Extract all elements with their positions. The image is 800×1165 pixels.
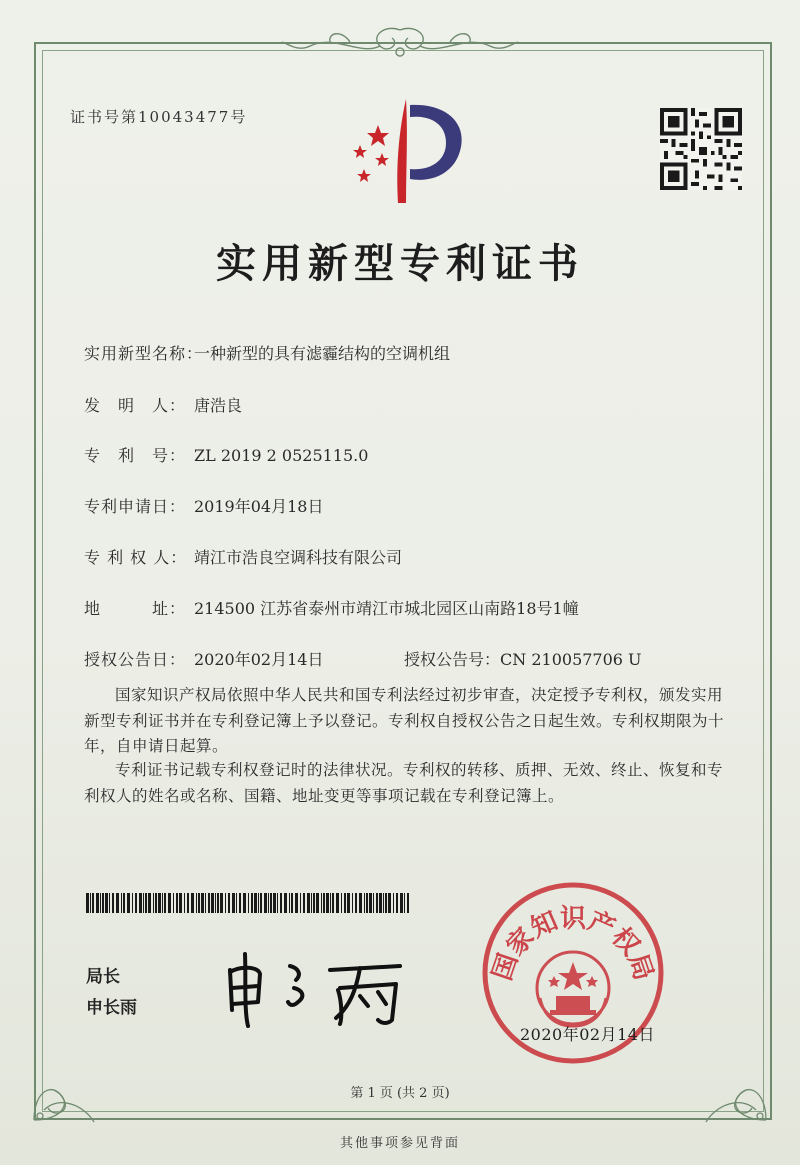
patentee-row [84,545,402,568]
barcode-bar [205,893,206,913]
grant-date-value: 2020年02月14日 [194,650,324,669]
barcode-bar [132,893,133,913]
inventor-row [84,393,242,416]
barcode-bar [92,893,94,913]
barcode-bar [251,893,253,913]
barcode-bar [344,893,346,913]
barcode-bar [102,893,104,913]
barcode-bar [127,893,130,913]
patentee-label: 专 利 权 人： [84,548,188,567]
barcode-bar [379,893,382,913]
footer-note: 其他事项参见背面 [339,1136,460,1151]
barcode-bar [96,893,99,913]
seal-text: 国家知识产权局 [487,904,659,985]
barcode-bar [208,893,210,913]
barcode-bar [307,893,310,913]
barcode-bar [228,893,230,913]
barcode-bar [135,893,137,913]
filing-date-label: 专利申请日： [84,497,187,516]
barcode-bar [407,893,409,913]
barcode-bar [376,893,378,913]
barcode-bar [369,893,372,913]
barcode-bar [239,893,241,913]
grant-no-label: 授权公告号： [404,650,501,669]
model-name-label: 实用新型名称： [84,344,204,363]
barcode-icon [86,893,411,913]
barcode-bar [179,893,182,913]
barcode-bar [323,893,325,913]
grant-no-value: CN 210057706 U [500,650,642,669]
barcode-bar [404,893,405,913]
grant-no-row [404,647,642,670]
barcode-bar [217,893,219,913]
filing-date-value: 2019年04月18日 [194,497,324,516]
barcode-bar [198,893,200,913]
patent-no-value: ZL 2019 2 0525115.0 [194,446,369,465]
barcode-bar [158,893,161,913]
barcode-bar [162,893,163,913]
legal-status-paragraph: 专利证书记载专利权登记时的法律状况。专利权的转移、质押、无效、终止、恢复和专利权人的姓名或名称、国籍、地址变更等事项记载在专利登记簿上。 [84,761,724,805]
barcode-bar [264,893,267,913]
barcode-bar [220,893,223,913]
barcode-bar [153,893,154,913]
barcode-bar [196,893,197,913]
barcode-bar [280,893,282,913]
barcode-bar [388,893,391,913]
barcode-bar [90,893,91,913]
barcode-bar [260,893,262,913]
barcode-bar [254,893,257,913]
barcode-bar [100,893,101,913]
barcode-bar [191,893,194,913]
barcode-bar [248,893,249,913]
director-title: 局长 [86,967,120,987]
certificate-title: 实用新型专利证书 [216,240,584,287]
barcode-bar [176,893,178,913]
barcode-bar [347,893,350,913]
barcode-bar [284,893,287,913]
barcode-bar [336,893,339,913]
barcode-bar [373,893,374,913]
barcode-bar [168,893,171,913]
barcode-bar [277,893,278,913]
barcode-bar [316,893,319,913]
barcode-bar [364,893,365,913]
barcode-bar [383,893,384,913]
barcode-bar [332,893,334,913]
model-name-value: 一种新型的具有滤霾结构的空调机组 [194,344,451,363]
barcode-bar [164,893,166,913]
barcode-bar [148,893,151,913]
grant-statement-paragraph: 国家知识产权局依照中华人民共和国专利法经过初步审查，决定授予专利权，颁发实用新型专利证书并在专利登记簿上予以登记。专利权自授权公告之日起生效。专利权期限为十年，自申请日起算。 [84,686,725,755]
qr-code-icon [660,108,742,190]
patent-no-row [84,443,368,466]
barcode-bar [232,893,235,913]
seal-date: 2020年02月14日 [520,1025,655,1044]
cnipa-logo-icon [336,95,472,205]
barcode-bar [393,893,394,913]
barcode-bar [109,893,110,913]
address-label: 地 址： [84,599,187,618]
barcode-bar [341,893,342,913]
barcode-bar [215,893,216,913]
barcode-bar [326,893,329,913]
barcode-bar [400,893,403,913]
barcode-bar [236,893,237,913]
barcode-bar [385,893,387,913]
signature-icon [210,940,430,1030]
barcode-bar [145,893,147,913]
barcode-bar [291,893,293,913]
patentee-value: 靖江市浩良空调科技有限公司 [194,548,403,567]
director-name: 申长雨 [86,998,137,1018]
barcode-bar [311,893,312,913]
barcode-bar [86,893,89,913]
barcode-bar [268,893,269,913]
barcode-bar [184,893,185,913]
barcode-bar [155,893,157,913]
certificate-number: 证书号第10043477号 [70,108,248,126]
barcode-bar [123,893,125,913]
barcode-bar [321,893,322,913]
barcode-bar [112,893,114,913]
barcode-bar [313,893,315,913]
barcode-bar [211,893,214,913]
barcode-bar [330,893,331,913]
barcode-bar [273,893,276,913]
barcode-bar [289,893,290,913]
filing-date-row [84,494,323,517]
barcode-bar [258,893,259,913]
barcode-bar [201,893,204,913]
barcode-bar [143,893,144,913]
top-border-ornament-icon [280,22,520,66]
barcode-bar [295,893,298,913]
inventor-value: 唐浩良 [194,396,243,415]
barcode-bar [225,893,226,913]
grant-date-row [84,647,323,670]
barcode-bar [359,893,362,913]
address-value: 214500 江苏省泰州市靖江市城北园区山南路18号1幢 [194,599,579,618]
barcode-bar [366,893,368,913]
inventor-label: 发 明 人： [84,396,187,415]
grant-date-label: 授权公告日： [84,650,187,669]
barcode-bar [139,893,142,913]
model-name-row [84,341,450,364]
barcode-bar [105,893,108,913]
barcode-bar [303,893,305,913]
barcode-bar [352,893,353,913]
address-row [84,596,579,619]
barcode-bar [396,893,398,913]
patent-no-label: 专 利 号： [84,446,187,465]
barcode-bar [173,893,174,913]
barcode-bar [270,893,272,913]
barcode-bar [187,893,189,913]
barcode-bar [243,893,246,913]
barcode-bar [355,893,357,913]
barcode-bar [121,893,122,913]
barcode-bar [300,893,301,913]
barcode-bar [116,893,119,913]
page-number: 第 1 页 (共 2 页) [350,1086,450,1101]
